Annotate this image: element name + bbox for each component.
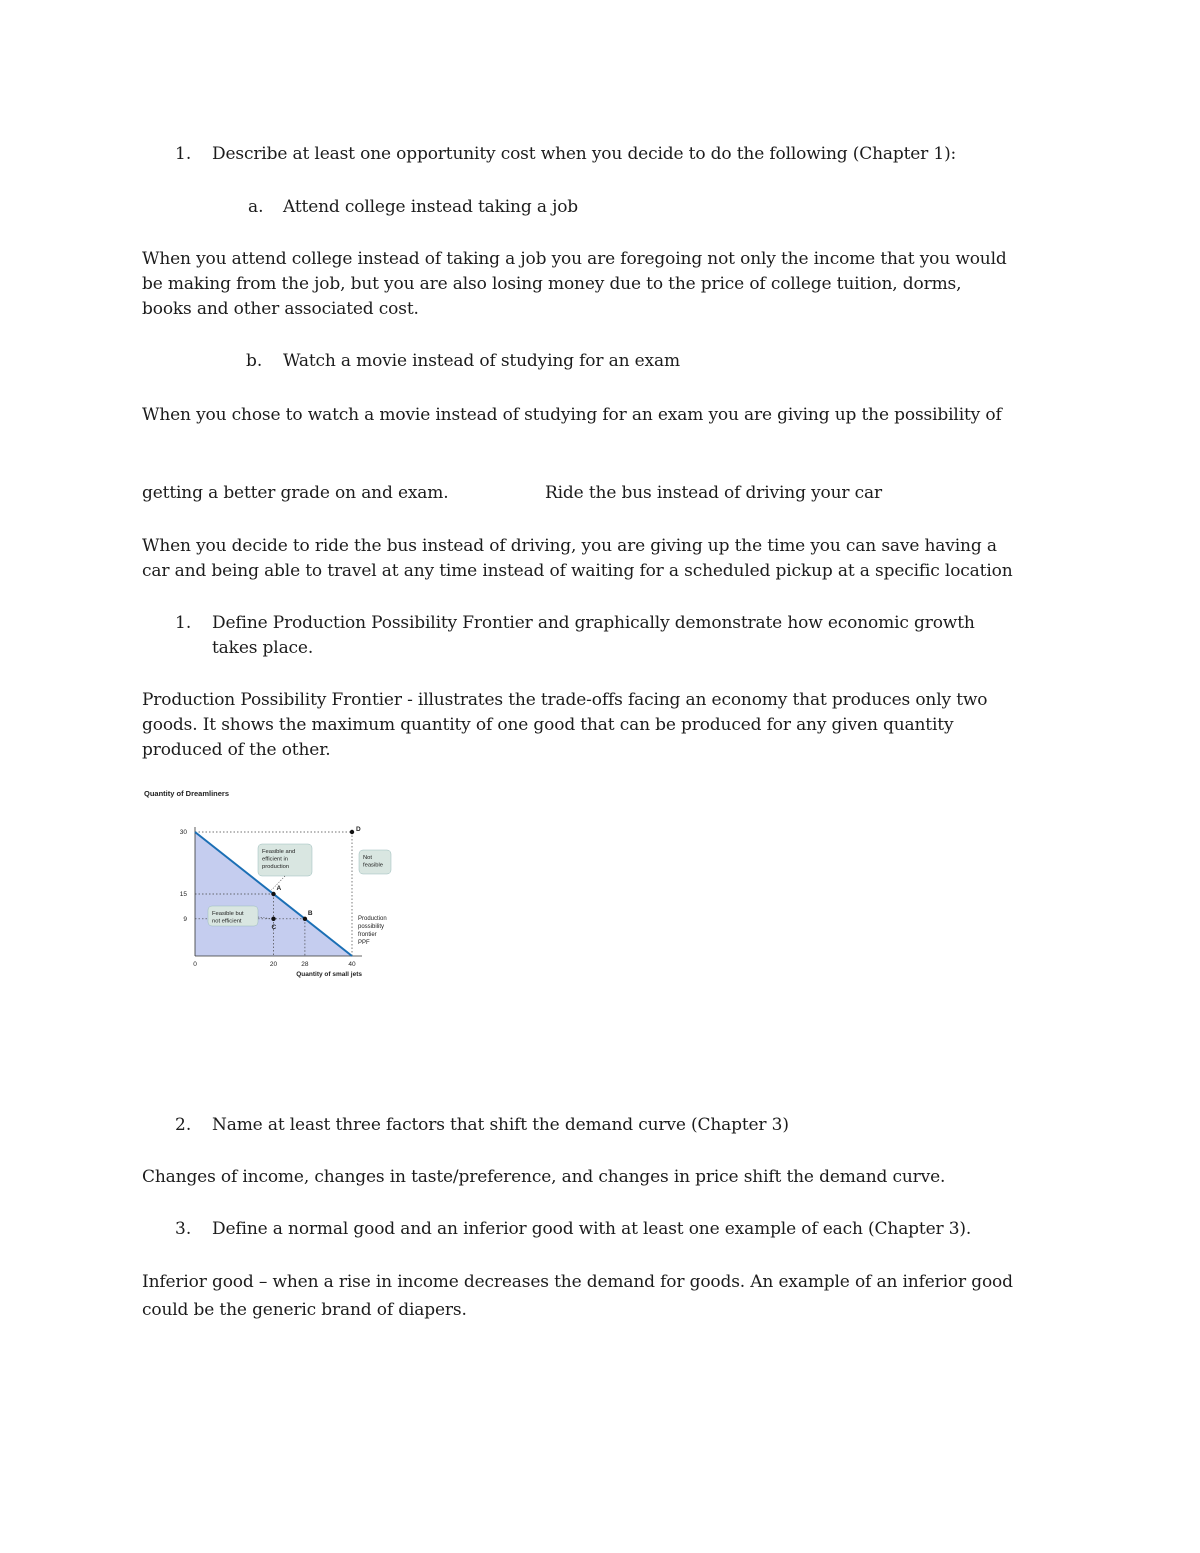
question-2-text: Name at least three factors that shift the demand curve (Chapter 3) (212, 1115, 789, 1135)
subitem-label: a. (248, 197, 264, 217)
point-b (303, 917, 307, 921)
ppf-label-text: frontier (358, 932, 377, 938)
x-tick-label: 0 (193, 961, 197, 968)
ppf-label-text: PPF (358, 940, 370, 946)
x-axis-label: Quantity of small jets (296, 971, 362, 978)
x-tick-label: 40 (348, 961, 356, 968)
y-tick-label: 30 (179, 829, 187, 836)
question-3-text: Define a normal good and an inferior good with at least one example of each (Chapter 3). (212, 1219, 972, 1239)
question-1-text: Describe at least one opportunity cost when you decide to do the following (Chapter 1): (212, 144, 957, 164)
answer-a-line: When you attend college instead of taking a job you are foregoing not only the income that you would (142, 249, 1007, 269)
ppf-chart (140, 782, 420, 982)
point-label-d: D (356, 826, 361, 833)
question-number: 2. (175, 1115, 192, 1135)
callout-feasible-not-efficient-text: not efficient (212, 918, 242, 925)
answer-ppf-line: Production Possibility Frontier - illustrates the trade-offs facing an economy that produces only two (142, 690, 988, 710)
answer-c-line: When you decide to ride the bus instead of driving, you are giving up the time you can save having a (142, 536, 997, 556)
answer-q3-line: could be the generic brand of diapers. (142, 1300, 467, 1320)
callout-not-feasible-text: Not (363, 855, 373, 861)
subitem-c-text: Ride the bus instead of driving your car (545, 483, 882, 503)
question-number: 3. (175, 1219, 192, 1239)
ppf-label-text: Production (358, 916, 387, 922)
y-tick-label: 9 (183, 915, 187, 923)
point-label-a: A (276, 885, 282, 892)
question-ppf-line: Define Production Possibility Frontier and graphically demonstrate how economic growth (212, 613, 975, 633)
answer-q3-line: Inferior good – when a rise in income decreases the demand for goods. An example of an inferior good (142, 1272, 1013, 1292)
point-a (271, 892, 275, 896)
callout-feasible-efficient-text: Feasible and (262, 849, 296, 855)
answer-ppf-line: goods. It shows the maximum quantity of one good that can be produced for any given quantity (142, 715, 954, 735)
question-number: 1. (175, 613, 192, 633)
point-label-b: B (307, 909, 313, 917)
point-d (350, 830, 354, 834)
point-label-c: C (271, 923, 277, 931)
answer-b-line: getting a better grade on and exam. (142, 483, 449, 503)
subitem-label: b. (246, 351, 263, 371)
y-axis-label: Quantity of Dreamliners (144, 789, 230, 798)
question-number: 1. (175, 144, 192, 164)
y-tick-label: 15 (179, 891, 187, 898)
answer-c-line: car and being able to travel at any time instead of waiting for a scheduled pickup at a specific location (142, 561, 1013, 581)
answer-a-line: books and other associated cost. (142, 299, 419, 319)
subitem-b-text: Watch a movie instead of studying for an exam (283, 351, 680, 371)
point-c (271, 917, 275, 921)
ppf-label-text: possibility (358, 924, 385, 930)
answer-b-line: When you chose to watch a movie instead of studying for an exam you are giving up the possibility of (142, 405, 1002, 425)
x-tick-label: 20 (269, 961, 278, 968)
answer-ppf-line: produced of the other. (142, 740, 331, 760)
callout-feasible-not-efficient-text: Feasible but (212, 911, 244, 917)
callout-feasible-efficient-text: production (262, 864, 290, 870)
callout-feasible-efficient-text: efficient in (262, 856, 288, 863)
callout-not-feasible-text: feasible (363, 862, 383, 869)
answer-a-line: be making from the job, but you are also losing money due to the price of college tuition, dorms, (142, 274, 962, 294)
x-tick-label: 28 (301, 961, 309, 968)
subitem-a-text: Attend college instead taking a job (283, 197, 579, 217)
answer-q2: Changes of income, changes in taste/preference, and changes in price shift the demand curve. (142, 1167, 946, 1187)
question-ppf-line: takes place. (212, 638, 314, 658)
